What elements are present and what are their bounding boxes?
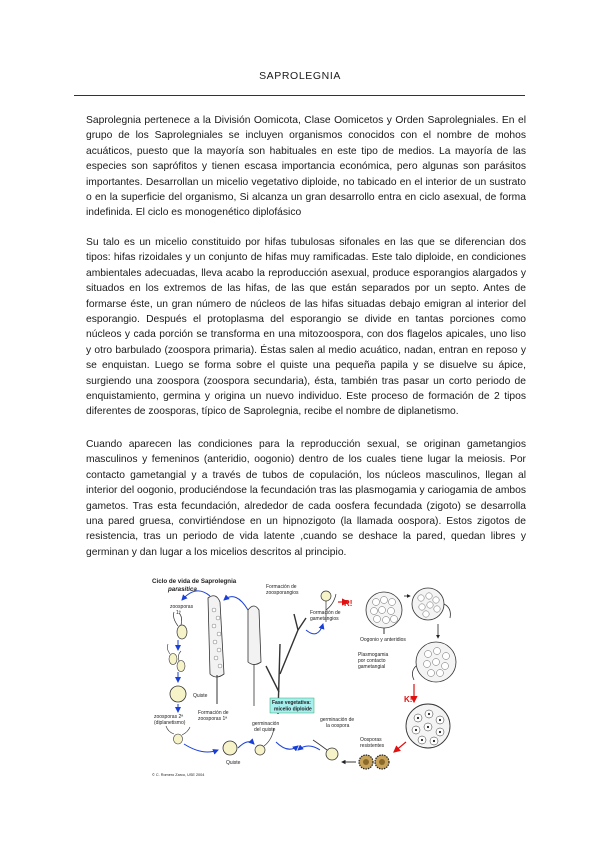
second-cyst-icon (223, 741, 237, 755)
life-cycle-diagram (148, 574, 460, 780)
label-formacion-gametangios-1: Formación de (310, 610, 341, 616)
title-divider (74, 95, 525, 96)
paragraph-3: Cuando aparecen las condiciones para la reproducción sexual, se originan gametangios masculinos y femeninos (anteridio, oogonio) dentro de los cuales tiene lugar la meiosis. Por contacto gametangial y a través de tubos de copulación, los núcleos masculinos, llegan al interior del oogonio, produciéndose la fecundación tras las plasmogamia y cariogamia de ambos gametos. Tras esta fecundación, alrededor de cada oosfera fecundada (zigoto) se desarrolla una pared gruesa, convirtiéndose en un hipnozigoto (la llamada oospora). Estos zigotos de resistencia, tras un periodo de vida latente ,cuando se deshace la pared, quedan libres y germinan y dan lugar a los micelios descritos al principio. (86, 439, 526, 558)
label-fase-vegetativa-1: Fase vegetativa: (272, 700, 311, 706)
oogonium-icon (366, 592, 402, 634)
label-zoosporas-2: zoosporas 2ª (154, 714, 184, 720)
label-k-karyogamy: K! (404, 695, 413, 704)
label-oosporas-2: resistentes (360, 743, 385, 749)
secondary-zoospore-icon (166, 726, 190, 744)
primary-zoospore-icon (174, 612, 188, 639)
figure-credit: © C. Romero Zarco, USE 2004 (152, 773, 205, 777)
label-formacion-zoosporas-1: Formación de (198, 710, 229, 716)
paragraph-2: Su talo es un micelio constituido por hifas tubulosas sifonales en las que se diferencian dos tipos: hifas rizoidales y un conjunto de hifas muy ramificadas. Este talo diploide, en condiciones ambientales adecuadas, lleva acabo la reproducción asexual, produce esporangios alargados y situados en los extremos de las hifas, de las que están separados por un septo. Antes de formarse éste, un gran número de núcleos de las hifas situadas debajo emigran al interior del esporangio. Después el protoplasma del esporangio se divide en tantas porciones como núcleos y cada porción se transforma en una mitozoospora, con dos flagelos apicales, uno liso y otro barbulado (zoospora primaria). Éstas salen al medio acuático, nadan, entran en reposo y se enquistan. Luego se forma sobre el quiste una pequeña papila y se disuelve su ápice, surgiendo una zoospora (zoospora secundaria), ésta, también tras pasar un corto periodo de enquistamiento, germina y origina un nuevo individuo. Este proceso de formación de 2 tipos diferentes de zoosporas, típico de Saprolegnia, recibe el nombre de diplanetismo. (86, 237, 526, 418)
paragraph-1: Saprolegnia pertenece a la División Oomicota, Clase Oomicetos y Orden Saprolegniales. En el grupo de los Saprolegniales se incluyen organismos conocidos con el nombre de mohos acuáticos, puesto que la mayoría son habituales en este tipo de medios. La mayoría de las especies son saprófitos y tienen escasa importancia económica, pero algunas son parásitos importantes. Desarrollan un micelio vegetativo diploide, no tabicado en el interior de un sustrato o en la superficie del organismo, Si alcanza un gran desarrollo entra en ciclo asexual, de forma indefinida. El ciclo es monogenético diplofásico (86, 115, 526, 219)
label-plasmogamia-3: gametangial (358, 664, 386, 670)
oogonium-2-icon (412, 588, 450, 620)
label-germinacion-quiste-2: del quiste (254, 727, 276, 733)
label-quiste: Quiste (193, 693, 208, 699)
young-sporangium-icon (248, 606, 261, 706)
label-formacion-zoosporangios-2: zoosporangios (266, 590, 299, 596)
zoospore-group-icon (167, 644, 185, 672)
label-formacion-zoosporangios-1: Formación de (266, 584, 297, 590)
label-formacion-gametangios-2: gametangios (310, 616, 339, 622)
figure-title-line2: parasitica (168, 586, 197, 593)
label-diplanetismo: (diplanetismo) (154, 720, 186, 726)
zoosporangium-icon (208, 596, 224, 704)
label-germinacion-oospora-2: la oospora (326, 723, 350, 729)
label-zoosporas-1-sup: 1ª (176, 610, 181, 616)
cyst-icon (170, 686, 186, 702)
label-plasmogamia-1: Plasmogamia (358, 652, 389, 658)
label-r-meiosis: R! (344, 599, 353, 608)
plasmogamy-icon (412, 642, 456, 682)
label-oogonio-anteridios: Oogonio y anteridios (360, 637, 406, 643)
label-germinacion-oospora-1: germinación de (320, 717, 355, 723)
figure-title-line1: Ciclo de vida de Saprolegnia (152, 578, 237, 585)
label-zoosporas-1: zoosporas (170, 604, 194, 610)
germinating-oospore-icon (313, 740, 338, 760)
fertilized-oogonium-icon (406, 704, 450, 748)
document-title: SAPROLEGNIA (259, 70, 341, 82)
label-fase-vegetativa-2: micelio diploide (274, 706, 312, 713)
label-germinacion-quiste-1: germinación (252, 721, 280, 727)
life-cycle-figure (148, 574, 460, 780)
label-plasmogamia-2: por contacto (358, 658, 386, 664)
oospores-icon (359, 755, 389, 769)
label-quiste-2: Quiste (226, 760, 241, 766)
label-oosporas-1: Oosporas (360, 737, 382, 743)
label-formacion-zoosporas-2: zoosporas 1ª (198, 716, 228, 722)
